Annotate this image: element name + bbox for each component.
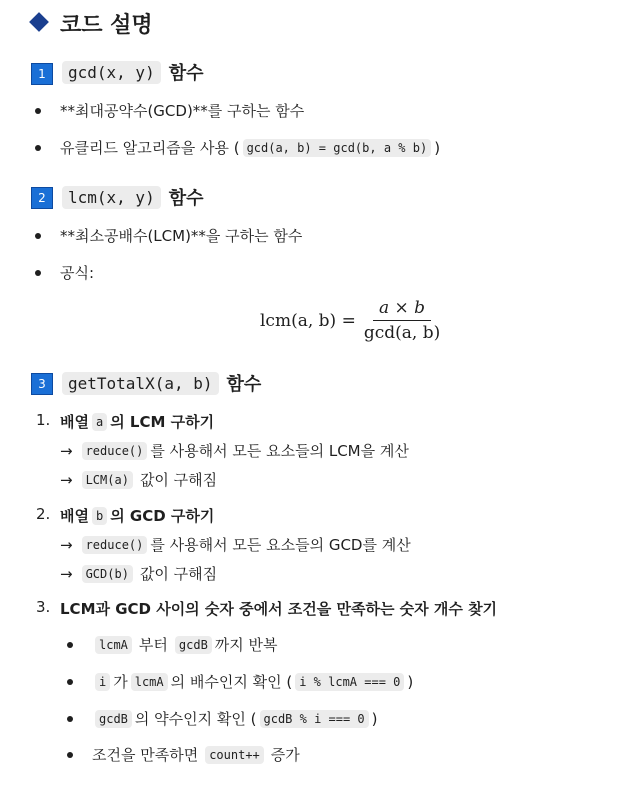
heading-code: gcd(x, y) [62,61,161,84]
heading-code: lcm(x, y) [62,186,161,209]
list-item [92,708,378,729]
arrow-icon: → [60,470,73,489]
inline-code: lcmA [95,636,132,654]
bullet-dot [35,145,41,151]
bullet-dot [67,752,73,758]
line-text: ) [371,709,378,728]
line-text: 값이 구해짐 [139,565,218,583]
number-badge-3: 3 [31,373,53,395]
list-item-title [60,411,214,432]
line-text: ) [407,672,414,691]
heading-suffix: 함수 [168,63,204,84]
formula-fraction [364,298,440,343]
bullet-text: **최대공약수(GCD)**를 구하는 함수 [60,102,305,120]
inline-code: reduce() [82,442,148,460]
page-title [32,8,153,39]
inline-code: GCD(b) [82,565,133,583]
line-text: 부터 [138,636,168,654]
inline-code: count++ [205,746,264,764]
formula-denominator: gcd(a, b) [363,323,441,343]
bullet-text: **최소공배수(LCM)**을 구하는 함수 [60,227,303,245]
list-item [92,634,278,655]
inline-code: lcmA [131,673,168,691]
line-text: 가 [113,673,128,691]
bullet-dot [67,716,73,722]
list-item [60,534,411,555]
diamond-icon [29,12,49,32]
list-item-title: LCM과 GCD 사이의 숫자 중에서 조건을 만족하는 숫자 개수 찾기 [60,600,498,618]
arrow-icon: → [60,564,73,583]
list-number: 1. [36,411,51,429]
bullet-dot [35,233,41,239]
line-text: 까지 반복 [214,636,278,654]
inline-code: a [92,413,107,431]
inline-code: reduce() [82,536,148,554]
line-text: 값이 구해짐 [139,471,218,489]
inline-code: i [95,673,110,691]
line-text: 증가 [270,746,300,764]
list-item [60,100,304,121]
title-text: 배열 [60,413,89,431]
list-item-title [60,505,214,526]
heading-code: getTotalX(a, b) [62,372,219,395]
inline-code: b [92,507,107,525]
inline-code: LCM(a) [82,471,133,489]
bullet-dot [35,108,41,114]
bullet-text: 공식: [60,264,95,282]
line-text: 조건을 만족하면 [92,746,199,764]
line-text: 의 배수인지 확인 ( [170,673,293,691]
lcm-formula [260,298,440,343]
title-text: 의 LCM 구하기 [110,413,215,431]
list-number: 3. [36,598,51,616]
arrow-icon: → [60,441,73,460]
page-title-text: 코드 설명 [60,13,153,38]
list-item [92,671,413,692]
section-heading-gettotalx [62,370,261,396]
list-item [60,225,302,246]
inline-code: i % lcmA === 0 [295,673,404,691]
inline-code: gcdB % i === 0 [260,710,369,728]
list-item [60,262,94,283]
bullet-text: 유클리드 알고리즘을 사용 ( [60,139,240,157]
inline-code: gcdB [175,636,212,654]
list-number: 2. [36,505,51,523]
bullet-dot [35,270,41,276]
title-text: 의 GCD 구하기 [110,507,215,525]
section-heading-lcm [62,184,203,210]
line-text: 를 사용해서 모든 요소들의 GCD를 계산 [150,536,411,554]
arrow-icon: → [60,535,73,554]
formula-lhs: lcm(a, b) = [260,310,356,331]
list-item [60,137,440,158]
number-badge-1: 1 [31,63,53,85]
heading-suffix: 함수 [168,188,204,209]
line-text: 의 약수인지 확인 ( [134,710,257,728]
inline-code: gcdB [95,710,132,728]
section-heading-gcd [62,59,203,85]
inline-code: gcd(a, b) = gcd(b, a % b) [243,139,432,157]
number-badge-2: 2 [31,187,53,209]
list-item [60,563,217,584]
list-item [60,469,217,490]
list-item [60,440,409,461]
title-text: 배열 [60,507,89,525]
list-item [92,744,300,765]
heading-suffix: 함수 [226,374,262,395]
formula-numerator: a × b [373,298,431,321]
line-text: 를 사용해서 모든 요소들의 LCM을 계산 [150,442,409,460]
bullet-text: ) [434,138,441,157]
bullet-dot [67,679,73,685]
bullet-dot [67,642,73,648]
